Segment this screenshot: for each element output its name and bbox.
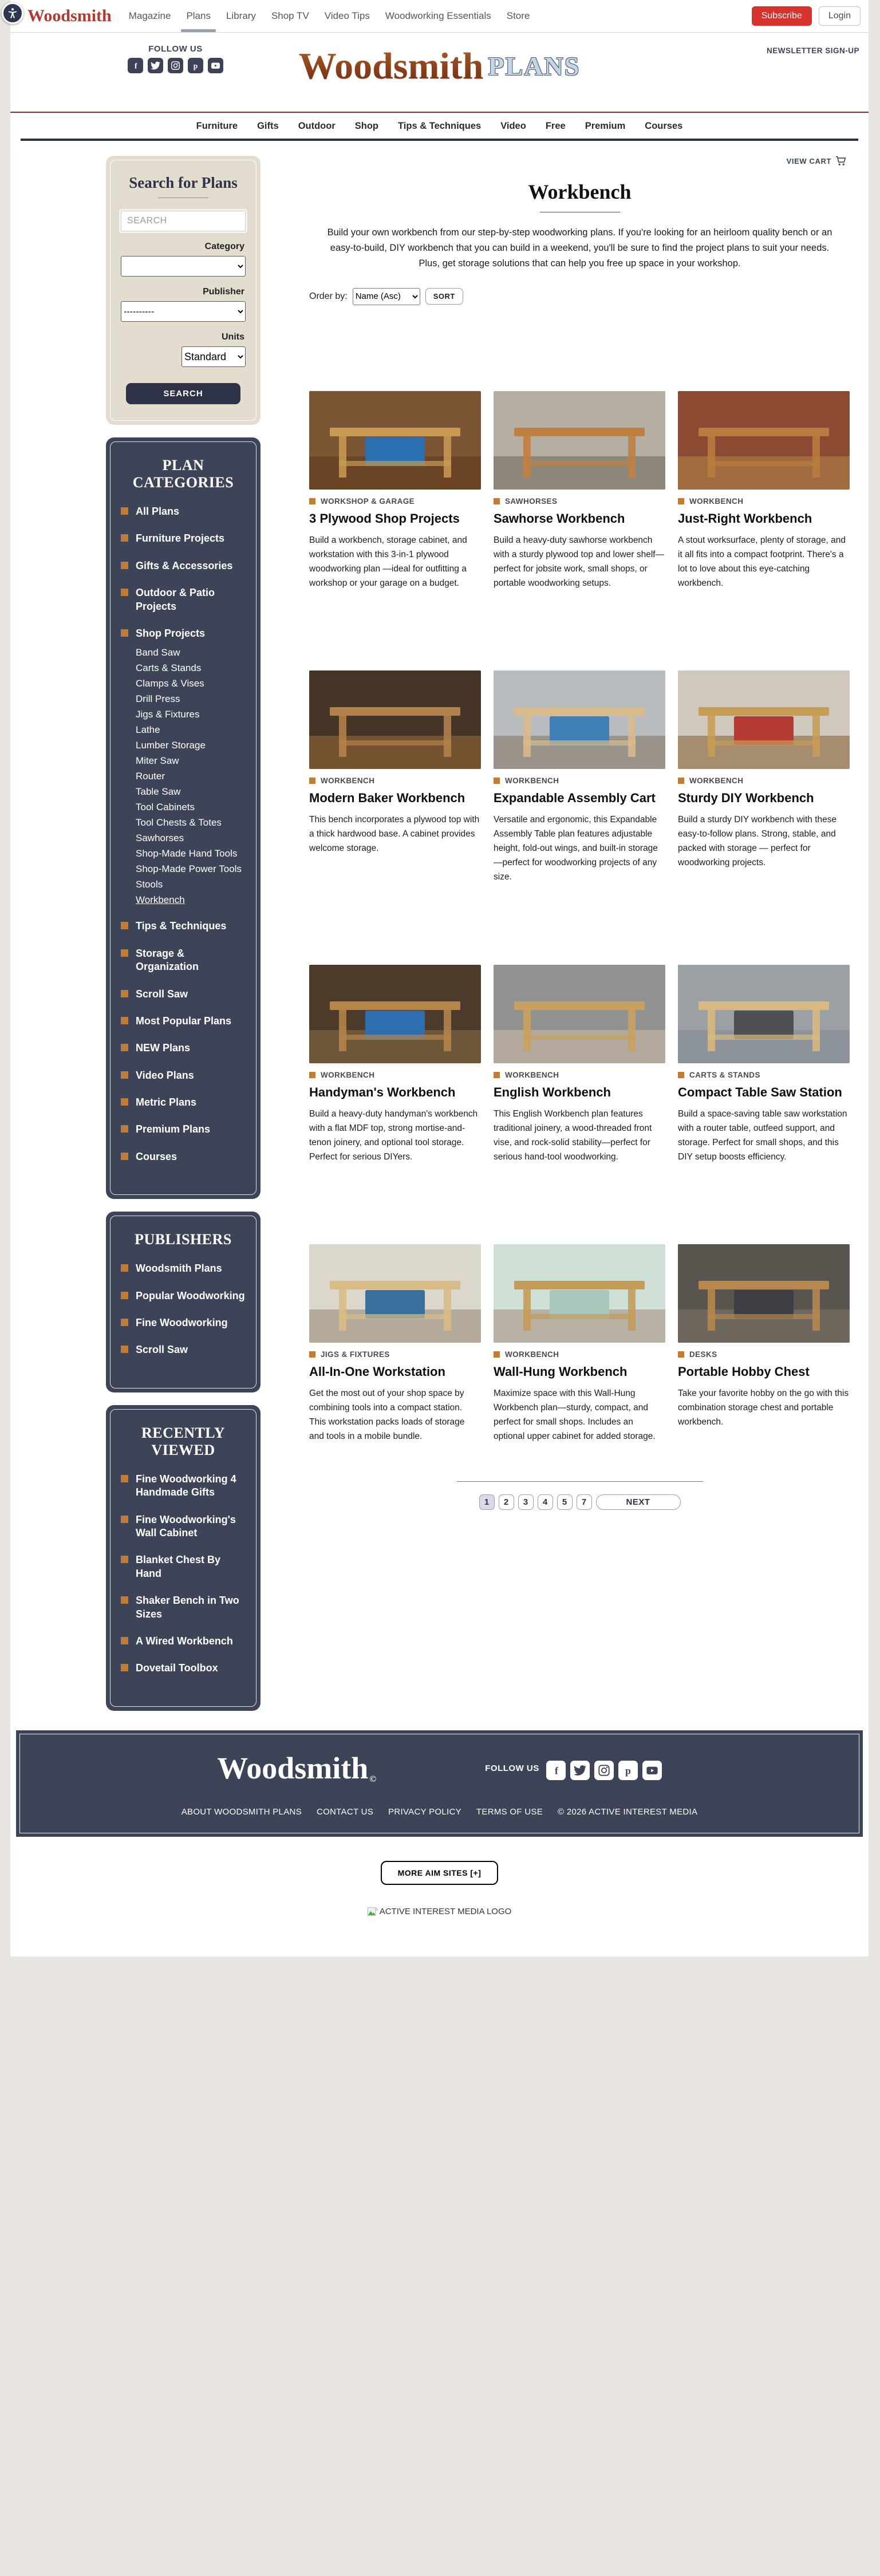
- sidebar-item-label: Tips & Techniques: [136, 920, 227, 932]
- footer-copyright: © 2026 ACTIVE INTEREST MEDIA: [558, 1806, 698, 1817]
- plan-description: Build a sturdy DIY workbench with these easy-to-follow plans. Strong, stable, and packed with storage — perfect for woodworking projects.: [678, 815, 837, 868]
- plan-category: [494, 1071, 665, 1079]
- order-by-select[interactable]: [353, 288, 420, 305]
- plan-photo[interactable]: [678, 670, 850, 769]
- square-bullet-icon: [121, 1017, 128, 1024]
- square-bullet-icon: [309, 498, 315, 504]
- page-button-7[interactable]: 7: [577, 1494, 592, 1510]
- logo-plans-text: PLANS: [488, 52, 581, 81]
- square-bullet-icon: [121, 507, 128, 515]
- sidebar-item-all-plans[interactable]: [121, 505, 246, 518]
- utility-nav-woodworking-essentials[interactable]: Woodworking Essentials: [385, 10, 491, 21]
- utility-actions: [752, 6, 861, 26]
- svg-text:f: f: [554, 1765, 558, 1777]
- plan-category-label: WORKBENCH: [689, 496, 744, 506]
- sidebar-item-fine-woodworking[interactable]: [121, 1316, 246, 1330]
- sidebar-item-scroll-saw[interactable]: [121, 988, 246, 1001]
- square-bullet-icon: [121, 1292, 128, 1299]
- category-nav-furniture[interactable]: Furniture: [196, 121, 238, 131]
- sidebar-item-label: Blanket Chest By Hand: [136, 1554, 221, 1579]
- square-bullet-icon: [121, 1556, 128, 1563]
- utility-nav-plans[interactable]: Plans: [186, 10, 211, 21]
- footer: [16, 1730, 863, 1837]
- square-bullet-icon: [121, 1516, 128, 1523]
- sidebar-item-tips-techniques[interactable]: [121, 920, 246, 933]
- square-bullet-icon: [121, 1125, 128, 1133]
- publishers-panel: [106, 1212, 261, 1392]
- footer-link-privacy-policy[interactable]: PRIVACY POLICY: [388, 1806, 461, 1817]
- sidebar-item-label: Metric Plans: [136, 1096, 197, 1108]
- plan-category: [494, 776, 665, 785]
- subcategory-item-shop-made-power-tools[interactable]: Shop-Made Power Tools: [136, 863, 242, 875]
- sidebar-item-blanket-chest-by-hand[interactable]: [121, 1553, 246, 1580]
- utility-nav-video-tips[interactable]: Video Tips: [324, 10, 370, 21]
- square-bullet-icon: [309, 1351, 315, 1358]
- plan-title[interactable]: Modern Baker Workbench: [309, 791, 465, 806]
- sidebar-item-popular-woodworking[interactable]: [121, 1289, 246, 1303]
- more-aim-sites-button[interactable]: MORE AIM SITES [+]: [381, 1861, 499, 1885]
- square-bullet-icon: [494, 778, 500, 784]
- cart-icon: [835, 156, 847, 166]
- square-bullet-icon: [678, 778, 684, 784]
- utility-nav: [129, 10, 530, 22]
- footer-link-contact-us[interactable]: CONTACT US: [316, 1806, 374, 1817]
- aim-logo: [10, 1907, 869, 1916]
- subcategory-item-drill-press[interactable]: Drill Press: [136, 693, 180, 705]
- subcategory-item-workbench[interactable]: Workbench: [136, 894, 185, 906]
- plan-photo[interactable]: [678, 391, 850, 490]
- page-button-4[interactable]: 4: [538, 1494, 553, 1510]
- plan-card-all-in-one-workstation[interactable]: [309, 1244, 481, 1443]
- plan-category: [309, 1350, 481, 1359]
- sidebar-item-a-wired-workbench[interactable]: [121, 1635, 246, 1648]
- square-bullet-icon: [121, 1098, 128, 1106]
- plan-category: [678, 776, 850, 785]
- footer-follow-label: FOLLOW US: [485, 1763, 539, 1773]
- sidebar-item-label: Woodsmith Plans: [136, 1263, 222, 1275]
- category-nav-courses[interactable]: Courses: [645, 121, 683, 131]
- plan-category: [678, 497, 850, 506]
- square-bullet-icon: [121, 589, 128, 596]
- category-label: Category: [204, 242, 244, 251]
- plan-title[interactable]: Just-Right Workbench: [678, 511, 812, 526]
- plan-description: A stout worksurface, plenty of storage, and it all fits into a compact footprint. There's a lot to love about this eye-catching workbench.: [678, 535, 846, 588]
- footer-logo-text: Woodsmith: [217, 1750, 369, 1785]
- plan-card-sawhorse-workbench[interactable]: [494, 391, 665, 590]
- plan-title[interactable]: Expandable Assembly Cart: [494, 791, 656, 806]
- plan-photo[interactable]: [678, 965, 850, 1063]
- plan-category-label: CARTS & STANDS: [689, 1070, 760, 1079]
- utility-nav-magazine[interactable]: Magazine: [128, 10, 171, 21]
- square-bullet-icon: [121, 1596, 128, 1604]
- accessibility-icon: [6, 7, 19, 19]
- plan-description: This bench incorporates a plywood top with a thick hardwood base. A cabinet provides welcome storage.: [309, 815, 480, 854]
- svg-text:p: p: [625, 1765, 631, 1777]
- category-nav-shop[interactable]: Shop: [354, 121, 379, 131]
- accessibility-widget[interactable]: [2, 2, 23, 24]
- subcategory-item-band-saw[interactable]: Band Saw: [136, 647, 180, 658]
- svg-text:p: p: [193, 61, 198, 70]
- sidebar-item-label: Gifts & Accessories: [136, 559, 233, 571]
- aim-logo-alt-text: ACTIVE INTEREST MEDIA LOGO: [379, 1906, 512, 1916]
- sidebar-item-label: Dovetail Toolbox: [136, 1662, 218, 1674]
- plan-description: Build a space-saving table saw workstation with a router table, outfeed support, and storage. Perfect for small shops, and this DIY setup boosts efficiency.: [678, 1108, 847, 1162]
- category-nav-gifts[interactable]: Gifts: [257, 121, 279, 131]
- footer-social-icons: [546, 1761, 662, 1780]
- main-column: [309, 141, 850, 1711]
- plan-category-label: WORKBENCH: [505, 776, 559, 786]
- plan-title[interactable]: Portable Hobby Chest: [678, 1364, 810, 1379]
- newsletter-signup-link[interactable]: NEWSLETTER SIGN-UP: [766, 46, 859, 55]
- plan-category: [494, 497, 665, 506]
- square-bullet-icon: [309, 1072, 315, 1078]
- plan-category: [678, 1071, 850, 1079]
- square-bullet-icon: [494, 1072, 500, 1078]
- category-nav: [10, 113, 869, 139]
- plan-title[interactable]: Handyman's Workbench: [309, 1084, 456, 1099]
- plan-photo[interactable]: [678, 1244, 850, 1343]
- publisher-select[interactable]: [121, 301, 246, 322]
- utility-nav-store[interactable]: Store: [506, 10, 530, 21]
- pinterest-icon[interactable]: [618, 1761, 638, 1780]
- plan-card-handyman-s-workbench[interactable]: [309, 965, 481, 1164]
- sidebar-item-label: Furniture Projects: [136, 532, 225, 545]
- utility-nav-shop-tv[interactable]: Shop TV: [271, 10, 309, 21]
- plan-card-modern-baker-workbench[interactable]: [309, 670, 481, 885]
- plan-title[interactable]: Compact Table Saw Station: [678, 1084, 842, 1099]
- search-panel-title: Search for Plans: [129, 174, 238, 191]
- square-bullet-icon: [494, 1351, 500, 1358]
- square-bullet-icon: [121, 1346, 128, 1353]
- square-bullet-icon: [121, 1153, 128, 1160]
- sidebar-item-label: Most Popular Plans: [136, 1015, 232, 1027]
- sidebar-item-label: NEW Plans: [136, 1042, 191, 1054]
- sidebar-item-woodsmith-plans[interactable]: [121, 1262, 246, 1275]
- plan-card-wall-hung-workbench[interactable]: [494, 1244, 665, 1443]
- category-nav-outdoor[interactable]: Outdoor: [298, 121, 336, 131]
- sidebar: [106, 156, 261, 1711]
- pagination: [479, 1494, 681, 1510]
- sidebar-item-new-plans[interactable]: [121, 1042, 246, 1055]
- square-bullet-icon: [121, 1664, 128, 1671]
- publishers-list: [121, 1262, 246, 1357]
- page-title: Workbench: [528, 180, 632, 203]
- square-bullet-icon: [121, 1071, 128, 1079]
- plan-title[interactable]: Sturdy DIY Workbench: [678, 791, 814, 806]
- subcategory-item-miter-saw[interactable]: Miter Saw: [136, 755, 179, 767]
- view-cart-label: VIEW CART: [786, 156, 831, 165]
- plan-description: Build a heavy-duty sawhorse workbench with a sturdy plywood top and lower shelf—perfect for jobsite work, small shops, or portable woodworking setups.: [494, 535, 665, 588]
- login-button[interactable]: Login: [819, 6, 861, 26]
- subcategory-item-sawhorses[interactable]: Sawhorses: [136, 833, 184, 844]
- page-button-5[interactable]: 5: [557, 1494, 573, 1510]
- square-bullet-icon: [121, 922, 128, 929]
- sort-button[interactable]: SORT: [425, 288, 463, 305]
- plan-categories-list: [121, 505, 246, 1163]
- sidebar-item-gifts-accessories[interactable]: [121, 559, 246, 573]
- plan-category: [309, 776, 481, 785]
- square-bullet-icon: [121, 1319, 128, 1326]
- square-bullet-icon: [309, 778, 315, 784]
- woodsmith-plans-logo[interactable]: [10, 45, 869, 87]
- plan-category-label: JIGS & FIXTURES: [321, 1350, 390, 1359]
- sidebar-item-dovetail-toolbox[interactable]: [121, 1662, 246, 1675]
- sidebar-item-storage-organization[interactable]: [121, 947, 246, 974]
- square-bullet-icon: [121, 1637, 128, 1644]
- next-page-button[interactable]: NEXT: [596, 1494, 681, 1510]
- square-bullet-icon: [121, 534, 128, 542]
- subcategory-item-carts-stands[interactable]: Carts & Stands: [136, 662, 202, 674]
- square-bullet-icon: [678, 1351, 684, 1358]
- sidebar-item-label: Premium Plans: [136, 1123, 211, 1135]
- square-bullet-icon: [121, 990, 128, 997]
- facebook-icon[interactable]: [546, 1761, 566, 1780]
- sidebar-item-premium-plans[interactable]: [121, 1123, 246, 1136]
- plan-category-label: WORKSHOP & GARAGE: [321, 496, 415, 506]
- plan-title[interactable]: 3 Plywood Shop Projects: [309, 511, 460, 526]
- plan-card-just-right-workbench[interactable]: [678, 391, 850, 590]
- search-button[interactable]: SEARCH: [126, 383, 240, 404]
- plan-category-label: WORKBENCH: [505, 1070, 559, 1079]
- sidebar-item-label: Storage & Organization: [136, 947, 199, 973]
- plan-card-expandable-assembly-cart[interactable]: [494, 670, 665, 885]
- units-label: Units: [222, 332, 244, 342]
- plan-title[interactable]: English Workbench: [494, 1084, 611, 1099]
- content: [10, 141, 869, 1711]
- sidebar-item-label: Courses: [136, 1150, 177, 1162]
- sidebar-item-furniture-projects[interactable]: [121, 532, 246, 545]
- recently-viewed-title: RECENTLY VIEWED: [141, 1424, 226, 1458]
- plan-category-label: SAWHORSES: [505, 496, 558, 506]
- instagram-icon[interactable]: [594, 1761, 614, 1780]
- square-bullet-icon: [121, 1475, 128, 1482]
- sidebar-item-label: Outdoor & Patio Projects: [136, 587, 215, 612]
- footer-follow-block: [485, 1757, 662, 1780]
- plan-category: [309, 497, 481, 506]
- svg-text:f: f: [134, 61, 137, 70]
- masthead: [10, 33, 869, 112]
- footer-links: [20, 1807, 859, 1817]
- plan-categories-title: PLAN CATEGORIES: [132, 457, 234, 491]
- sidebar-item-label: A Wired Workbench: [136, 1635, 233, 1647]
- plan-category-label: WORKBENCH: [321, 776, 375, 786]
- sidebar-item-scroll-saw[interactable]: [121, 1343, 246, 1356]
- square-bullet-icon: [121, 629, 128, 637]
- plan-description: Build a workbench, storage cabinet, and workstation with this 3-in-1 plywood woodworking plan —ideal for outfitting a workshop or your garage on a budget.: [309, 535, 467, 588]
- sidebar-item-shaker-bench-in-two-sizes[interactable]: [121, 1594, 246, 1621]
- page-button-3[interactable]: 3: [518, 1494, 534, 1510]
- category-nav-free[interactable]: Free: [545, 121, 566, 131]
- sidebar-item-fine-woodworking-4-handmade-gifts[interactable]: [121, 1473, 246, 1500]
- plan-photo[interactable]: [494, 965, 665, 1063]
- subcategory-item-stools[interactable]: Stools: [136, 879, 163, 890]
- footer-woodsmith-logo[interactable]: [217, 1750, 377, 1785]
- recently-viewed-panel: [106, 1405, 261, 1711]
- plan-photo[interactable]: [309, 1244, 481, 1343]
- plan-category: [309, 1071, 481, 1079]
- woodsmith-brand-logo[interactable]: Woodsmith: [27, 6, 112, 25]
- plan-title[interactable]: Wall-Hung Workbench: [494, 1364, 628, 1379]
- square-bullet-icon: [121, 949, 128, 957]
- plan-category-label: WORKBENCH: [505, 1350, 559, 1359]
- plan-category: [494, 1350, 665, 1359]
- sidebar-item-label: Popular Woodworking: [136, 1289, 245, 1301]
- plan-category-label: WORKBENCH: [321, 1070, 375, 1079]
- plan-photo[interactable]: [309, 965, 481, 1063]
- subcategory-item-tool-cabinets[interactable]: Tool Cabinets: [136, 802, 195, 813]
- category-nav-video[interactable]: Video: [500, 121, 526, 131]
- plan-description: Take your favorite hobby on the go with this combination storage chest and portable workbench.: [678, 1388, 849, 1427]
- units-select[interactable]: [181, 346, 246, 367]
- plan-card-sturdy-diy-workbench[interactable]: [678, 670, 850, 885]
- sidebar-item-label: All Plans: [136, 506, 180, 517]
- plan-photo[interactable]: [494, 1244, 665, 1343]
- subcategory-item-router[interactable]: Router: [136, 771, 165, 782]
- sidebar-item-most-popular-plans[interactable]: [121, 1015, 246, 1028]
- sidebar-item-outdoor-patio-projects[interactable]: [121, 586, 246, 613]
- plan-description: Get the most out of your shop space by combining tools into a compact station. This workstation packs loads of storage and tools in a mobile bundle.: [309, 1388, 465, 1442]
- subfooter: [10, 1837, 869, 1956]
- page-button-2[interactable]: 2: [499, 1494, 514, 1510]
- sidebar-item-label: Shaker Bench in Two Sizes: [136, 1595, 239, 1620]
- follow-us-label: FOLLOW US: [148, 44, 203, 54]
- square-bullet-icon: [121, 562, 128, 569]
- search-input[interactable]: [121, 211, 246, 231]
- plan-photo[interactable]: [494, 391, 665, 490]
- copyright-mark: ©: [369, 1774, 377, 1784]
- sidebar-item-label: Fine Woodworking: [136, 1317, 228, 1329]
- subcategory-item-lathe[interactable]: Lathe: [136, 724, 160, 736]
- square-bullet-icon: [121, 1264, 128, 1272]
- plan-card-portable-hobby-chest[interactable]: [678, 1244, 850, 1443]
- plans-grid: [309, 391, 850, 1444]
- subcategory-item-tool-chests-totes[interactable]: Tool Chests & Totes: [136, 817, 222, 829]
- plan-description: This English Workbench plan features traditional joinery, a wood-threaded front vise, and rock-solid stability—perfect for serious hand-tool woodworking.: [494, 1108, 652, 1162]
- sidebar-item-label: Video Plans: [136, 1069, 194, 1081]
- twitter-icon[interactable]: [570, 1761, 590, 1780]
- sidebar-item-label: Scroll Saw: [136, 1344, 188, 1356]
- plan-description: Maximize space with this Wall-Hung Workbench plan—sturdy, compact, and perfect for small shops. Includes an optional upper cabinet for added storage.: [494, 1388, 656, 1442]
- plan-category-label: WORKBENCH: [689, 776, 744, 786]
- plan-category: [678, 1350, 850, 1359]
- utility-nav-library[interactable]: Library: [226, 10, 256, 21]
- plan-category-label: DESKS: [689, 1350, 717, 1359]
- subcategory-list: [136, 647, 246, 906]
- broken-image-icon: [368, 1907, 378, 1916]
- pagination-section: [309, 1481, 850, 1510]
- plan-card-3-plywood-shop-projects[interactable]: [309, 391, 481, 590]
- square-bullet-icon: [494, 498, 500, 504]
- subcategory-item-table-saw[interactable]: Table Saw: [136, 786, 181, 798]
- plan-photo[interactable]: [494, 670, 665, 769]
- recently-viewed-list: [121, 1473, 246, 1675]
- view-cart-link[interactable]: [309, 141, 850, 166]
- footer-link-about-woodsmith-plans[interactable]: ABOUT WOODSMITH PLANS: [181, 1806, 302, 1817]
- category-select[interactable]: [121, 256, 246, 277]
- plan-categories-panel: [106, 437, 261, 1199]
- publisher-label: Publisher: [203, 287, 244, 297]
- square-bullet-icon: [678, 1072, 684, 1078]
- sidebar-item-video-plans[interactable]: [121, 1069, 246, 1082]
- plan-title[interactable]: Sawhorse Workbench: [494, 511, 625, 526]
- sidebar-item-fine-woodworking-s-wall-cabinet[interactable]: [121, 1513, 246, 1540]
- utility-header: [10, 0, 869, 33]
- sidebar-item-label: Fine Woodworking 4 Handmade Gifts: [136, 1473, 236, 1498]
- youtube-icon[interactable]: [642, 1761, 662, 1780]
- page: [10, 0, 869, 1956]
- plan-photo[interactable]: [309, 670, 481, 769]
- sidebar-item-courses[interactable]: [121, 1150, 246, 1163]
- plan-photo[interactable]: [309, 391, 481, 490]
- plan-description: Versatile and ergonomic, this Expandable Assembly Table plan features adjustable height, fold-out wings, and built-in storage—perfect for woodworking projects of any size.: [494, 815, 658, 882]
- plan-card-english-workbench[interactable]: [494, 965, 665, 1164]
- logo-woodsmith-text: Woodsmith: [298, 45, 484, 87]
- subcategory-item-jigs-fixtures[interactable]: Jigs & Fixtures: [136, 709, 200, 720]
- sidebar-item-shop-projects[interactable]: [121, 627, 246, 640]
- sidebar-item-label: Scroll Saw: [136, 988, 188, 1000]
- square-bullet-icon: [121, 1044, 128, 1051]
- plan-card-compact-table-saw-station[interactable]: [678, 965, 850, 1164]
- plan-description: Build a heavy-duty handyman's workbench with a flat MDF top, strong mortise-and-tenon joinery, and optional tool storage. Perfect for serious DIYers.: [309, 1108, 478, 1162]
- order-by-row: [309, 288, 850, 305]
- subcategory-item-lumber-storage[interactable]: Lumber Storage: [136, 740, 206, 751]
- subcategory-item-clamps-vises[interactable]: Clamps & Vises: [136, 678, 204, 689]
- category-nav-tips-techniques[interactable]: Tips & Techniques: [398, 121, 482, 131]
- subcategory-item-shop-made-hand-tools[interactable]: Shop-Made Hand Tools: [136, 848, 238, 859]
- divider: [457, 1481, 703, 1482]
- footer-link-terms-of-use[interactable]: TERMS OF USE: [476, 1806, 543, 1817]
- publishers-title: PUBLISHERS: [135, 1231, 232, 1248]
- intro-text: Build your own workbench from our step-by-step woodworking plans. If you're looking for an heirloom quality bench or an easy-to-build, DIY workbench that you can build in a weekend, you'll be sure to find the project plans to suit your needs. Plus, get storage solutions that can help you free up space in your workshop.: [327, 227, 832, 269]
- page-button-1[interactable]: 1: [479, 1494, 495, 1510]
- sidebar-item-label: Shop Projects: [136, 627, 206, 639]
- sidebar-item-metric-plans[interactable]: [121, 1096, 246, 1109]
- category-nav-premium[interactable]: Premium: [585, 121, 626, 131]
- square-bullet-icon: [678, 498, 684, 504]
- order-by-label: Order by:: [309, 291, 348, 301]
- plan-title[interactable]: All-In-One Workstation: [309, 1364, 445, 1379]
- search-panel: [106, 156, 261, 425]
- sidebar-item-label: Fine Woodworking's Wall Cabinet: [136, 1513, 236, 1539]
- subscribe-button[interactable]: Subscribe: [752, 6, 812, 26]
